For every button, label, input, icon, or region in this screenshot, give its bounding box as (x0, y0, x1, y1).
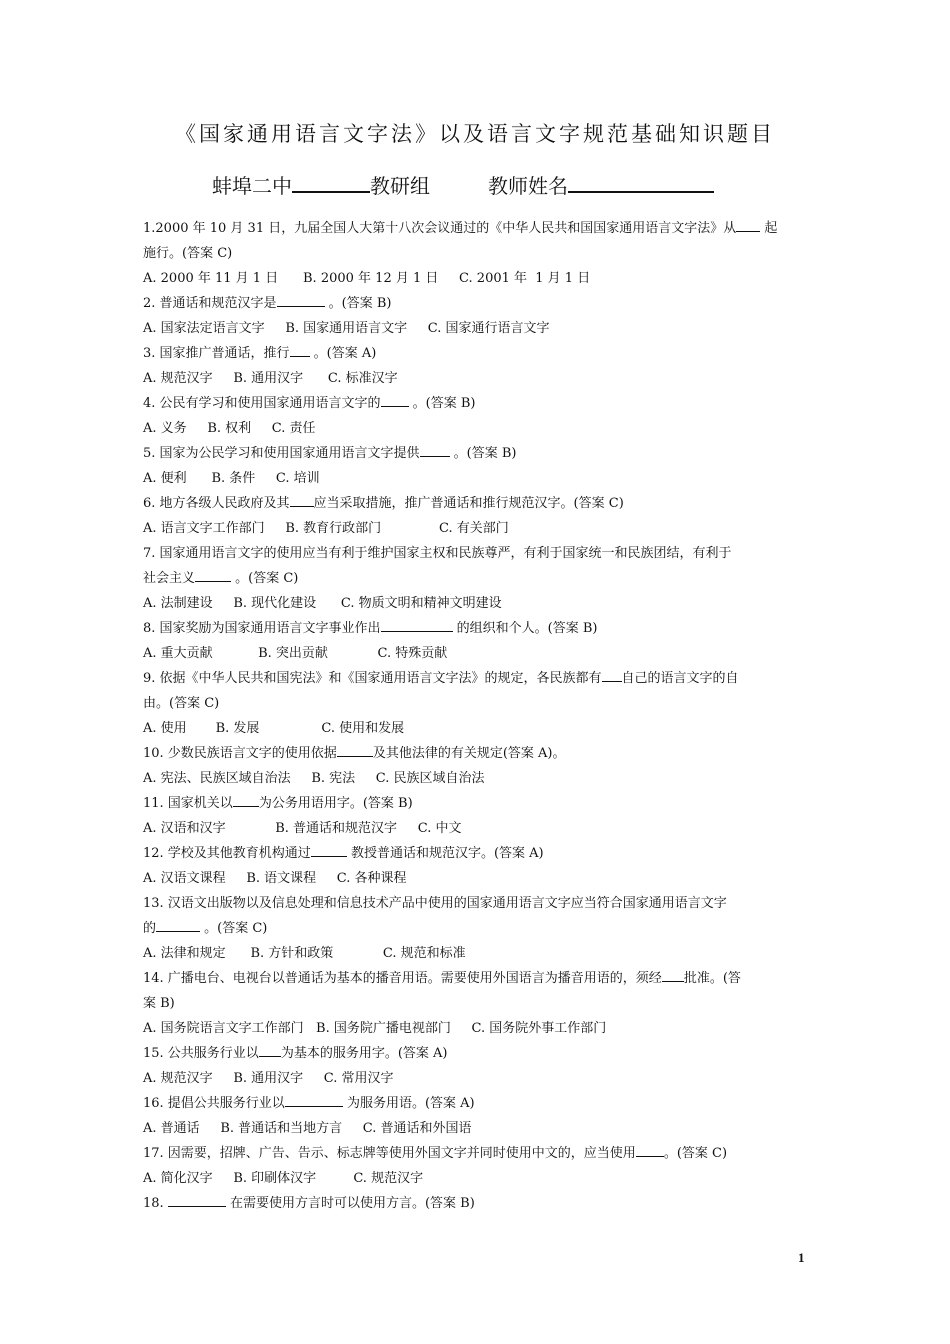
answer-blank[interactable] (277, 294, 325, 307)
line-text: 9. 依据《中华人民共和国宪法》和《国家通用语言文字法》的规定，各民族都有 (143, 671, 602, 686)
line-text-after: 及其他法律的有关规定(答案 A)。 (372, 746, 566, 761)
answer-blank[interactable] (156, 919, 200, 932)
line-text: A. 汉语文课程 B. 语文课程 C. 各种课程 (143, 871, 407, 886)
answer-blank[interactable] (662, 969, 684, 982)
answer-blank[interactable] (636, 1144, 664, 1157)
line-text: 4. 公民有学习和使用国家通用语言文字的 (143, 396, 381, 411)
text-line (143, 766, 809, 791)
text-line (143, 666, 809, 691)
answer-blank[interactable] (381, 619, 453, 632)
text-line (143, 916, 809, 941)
line-text-after: 。(答案 C) (231, 571, 299, 586)
text-line (143, 216, 809, 241)
text-line (143, 891, 809, 916)
line-text: A. 重大贡献 B. 突出贡献 C. 特殊贡献 (143, 646, 448, 661)
line-text: A. 便利 B. 条件 C. 培训 (143, 471, 320, 486)
line-text-after: 为服务用语。(答案 A) (342, 1096, 475, 1111)
text-line (143, 966, 809, 991)
line-text-after: 。(答案 A) (309, 346, 377, 361)
line-text: A. 法律和规定 B. 方针和政策 C. 规范和标准 (143, 946, 466, 961)
text-line (143, 241, 809, 266)
line-text-after: 应当采取措施，推广普通话和推行规范汉字。(答案 C) (313, 496, 624, 511)
page-number: 1 (798, 1250, 805, 1265)
text-line (143, 816, 809, 841)
text-line (143, 1141, 809, 1166)
text-line (143, 491, 809, 516)
line-text: A. 使用 B. 发展 C. 使用和发展 (143, 721, 405, 736)
question-list (143, 216, 809, 1216)
line-text: 10. 少数民族语言文字的使用依据 (143, 746, 337, 761)
answer-blank[interactable] (290, 494, 314, 507)
text-line (143, 1016, 809, 1041)
line-text-after: 。(答案 C) (200, 921, 268, 936)
text-line (143, 291, 809, 316)
text-line (143, 1116, 809, 1141)
line-text-after: 教授普通话和规范汉字。(答案 A) (346, 846, 544, 861)
line-text: 案 B) (143, 996, 175, 1011)
line-text: 施行。(答案 C) (143, 246, 233, 261)
group-blank[interactable] (292, 173, 370, 193)
text-line (143, 991, 809, 1016)
document-title: 《国家通用语言文字法》以及语言文字规范基础知识题目 (175, 122, 775, 146)
line-text-after: 。(答案 B) (449, 446, 517, 461)
text-line (143, 1091, 809, 1116)
answer-blank[interactable] (259, 1044, 281, 1057)
group-label: 教研组 (370, 174, 430, 198)
line-text: A. 规范汉字 B. 通用汉字 C. 标准汉字 (143, 371, 398, 386)
text-line (143, 366, 809, 391)
line-text-after: 的组织和个人。(答案 B) (452, 621, 598, 636)
text-line (143, 566, 809, 591)
answer-blank[interactable] (736, 219, 760, 232)
answer-blank[interactable] (233, 794, 259, 807)
line-text: A. 国务院语言文字工作部门 B. 国务院广播电视部门 C. 国务院外事工作部门 (143, 1021, 607, 1036)
line-text-after: 为基本的服务用字。(答案 A) (280, 1046, 448, 1061)
text-line (143, 691, 809, 716)
line-text: A. 规范汉字 B. 通用汉字 C. 常用汉字 (143, 1071, 394, 1086)
teacher-name-blank[interactable] (568, 173, 714, 193)
line-text: 8. 国家奖励为国家通用语言文字事业作出 (143, 621, 381, 636)
line-text-after: 批准。(答 (683, 971, 741, 986)
answer-blank[interactable] (290, 344, 310, 357)
line-text: A. 国家法定语言文字 B. 国家通用语言文字 C. 国家通行语言文字 (143, 321, 550, 336)
line-text: A. 简化汉字 B. 印刷体汉字 C. 规范汉字 (143, 1171, 424, 1186)
line-text: 17. 因需要，招牌、广告、告示、标志牌等使用外国文字并同时使用中文的，应当使用 (143, 1146, 636, 1161)
line-text: 2. 普通话和规范汉字是 (143, 296, 277, 311)
line-text: 社会主义 (143, 571, 196, 586)
line-text: 的 (143, 921, 157, 936)
text-line (143, 416, 809, 441)
answer-blank[interactable] (420, 444, 450, 457)
text-line (143, 616, 809, 641)
text-line (143, 266, 809, 291)
text-line (143, 316, 809, 341)
line-text: 3. 国家推广普通话，推行 (143, 346, 290, 361)
line-text: 5. 国家为公民学习和使用国家通用语言文字提供 (143, 446, 420, 461)
line-text: 16. 提倡公共服务行业以 (143, 1096, 285, 1111)
text-line (143, 741, 809, 766)
text-line (143, 591, 809, 616)
text-line (143, 341, 809, 366)
text-line (143, 866, 809, 891)
answer-blank[interactable] (337, 744, 373, 757)
line-text-after: 在需要使用方言时可以使用方言。(答案 B) (225, 1196, 475, 1211)
text-line (143, 641, 809, 666)
line-text-after: 。(答案 C) (663, 1146, 728, 1161)
answer-blank[interactable] (311, 844, 347, 857)
text-line (143, 1066, 809, 1091)
line-text-after: 为公务用语用字。(答案 B) (258, 796, 413, 811)
line-text: A. 义务 B. 权利 C. 责任 (143, 421, 316, 436)
line-text: A. 语言文字工作部门 B. 教育行政部门 C. 有关部门 (143, 521, 509, 536)
line-text: 14. 广播电台、电视台以普通话为基本的播音用语。需要使用外国语言为播音用语的，须经 (143, 971, 662, 986)
line-text: A. 宪法、民族区域自治法 B. 宪法 C. 民族区域自治法 (143, 771, 485, 786)
answer-blank[interactable] (195, 569, 231, 582)
line-text: A. 法制建设 B. 现代化建设 C. 物质文明和精神文明建设 (143, 596, 502, 611)
line-text-after: 起 (760, 221, 778, 236)
line-text: 1.2000 年 10 月 31 日，九届全国人大第十八次会议通过的《中华人民共和国国家通用语言文字法》从 (143, 221, 737, 236)
line-text: 12. 学校及其他教育机构通过 (143, 846, 311, 861)
text-line (143, 791, 809, 816)
answer-blank[interactable] (168, 1194, 226, 1207)
text-line (143, 1041, 809, 1066)
answer-blank[interactable] (602, 669, 622, 682)
teacher-name-label: 教师姓名 (488, 174, 568, 198)
header-info (212, 170, 714, 199)
line-text: 11. 国家机关以 (143, 796, 233, 811)
text-line (143, 516, 809, 541)
text-line (143, 441, 809, 466)
line-text: 15. 公共服务行业以 (143, 1046, 259, 1061)
line-text: 由。(答案 C) (143, 696, 220, 711)
line-text: 13. 汉语文出版物以及信息处理和信息技术产品中使用的国家通用语言文字应当符合国家通用语言文字 (143, 896, 727, 911)
text-line (143, 941, 809, 966)
line-text-after: 。(答案 B) (408, 396, 476, 411)
text-line (143, 391, 809, 416)
line-text: 18. (143, 1196, 168, 1211)
line-text-after: 。(答案 B) (324, 296, 392, 311)
text-line (143, 841, 809, 866)
text-line (143, 1166, 809, 1191)
line-text: 7. 国家通用语言文字的使用应当有利于维护国家主权和民族尊严，有利于国家统一和民族团结，有利于 (143, 546, 732, 561)
school-name: 蚌埠二中 (212, 174, 292, 198)
text-line (143, 1191, 809, 1216)
answer-blank[interactable] (381, 394, 409, 407)
text-line (143, 541, 809, 566)
line-text: A. 普通话 B. 普通话和当地方言 C. 普通话和外国语 (143, 1121, 472, 1136)
line-text: 6. 地方各级人民政府及其 (143, 496, 290, 511)
text-line (143, 466, 809, 491)
answer-blank[interactable] (285, 1094, 343, 1107)
line-text-after: 自己的语言文字的自 (621, 671, 739, 686)
line-text: A. 2000 年 11 月 1 日 B. 2000 年 12 月 1 日 C. 2001 年 1 月 1 日 (143, 271, 591, 286)
line-text: A. 汉语和汉字 B. 普通话和规范汉字 C. 中文 (143, 821, 462, 836)
text-line (143, 716, 809, 741)
